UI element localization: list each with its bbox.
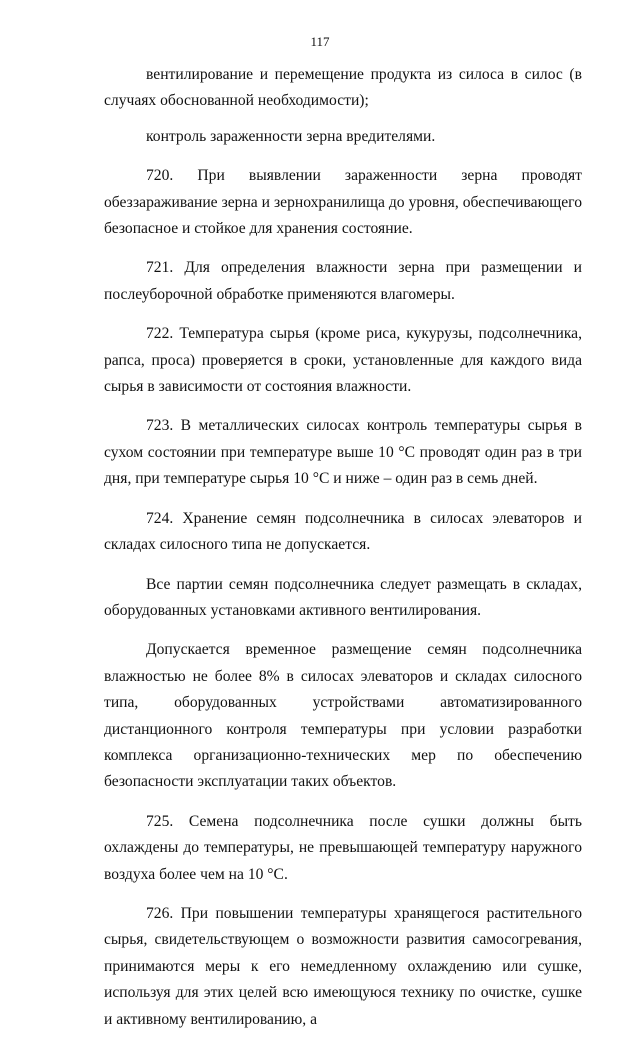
- document-body: [104, 62, 582, 1046]
- paragraph-sunflower-storage: Все партии семян подсолнечника следует размещать в складах, оборудованных установками активного вентилирования.: [104, 575, 582, 619]
- page-number: 117: [310, 34, 330, 49]
- paragraph-725: 725. Семена подсолнечника после сушки должны быть охлаждены до температуры, не превышающей температуру наружного воздуха более чем на 10 °C.: [104, 812, 582, 883]
- paragraph-temporary-placement: Допускается временное размещение семян подсолнечника влажностью не более 8% в силосах элеваторов и складах силосного типа, оборудованных устройствами автоматизированного дистанционного контроля температуры при условии разработки комплекса организационно-технических мер по обеспечению безопасности эксплуатации таких объектов.: [104, 641, 582, 791]
- paragraph-723: 723. В металлических силосах контроль температуры сырья в сухом состоянии при температуре выше 10 °C проводят один раз в три дня, при температуре сырья 10 °C и ниже – один раз в семь дней.: [104, 417, 582, 488]
- paragraph-ventilation: вентилирование и перемещение продукта из силоса в силос (в случаях обоснованной необходимости);: [104, 66, 582, 110]
- paragraph-720: 720. При выявлении зараженности зерна проводят обеззараживание зерна и зернохранилища до уровня, обеспечивающего безопасное и стойкое для хранения состояние.: [104, 167, 582, 238]
- paragraph-726: 726. При повышении температуры хранящегося растительного сырья, свидетельствующем о возможности развития самосогревания, принимаются меры к его немедленному охлаждению или сушке, используя для этих целей всю имеющуюся технику по очистке, сушке и активному вентилированию, а: [104, 904, 582, 1028]
- paragraph-724: 724. Хранение семян подсолнечника в силосах элеваторов и складах силосного типа не допускается.: [104, 509, 582, 554]
- paragraph-721: 721. Для определения влажности зерна при размещении и послеуборочной обработке применяются влагомеры.: [104, 259, 582, 303]
- paragraph-pest-control: контроль зараженности зерна вредителями.: [146, 127, 436, 145]
- paragraph-722: 722. Температура сырья (кроме риса, кукурузы, подсолнечника, рапса, проса) проверяется в сроки, установленные для каждого вида сырья в зависимости от состояния влажности.: [104, 325, 582, 396]
